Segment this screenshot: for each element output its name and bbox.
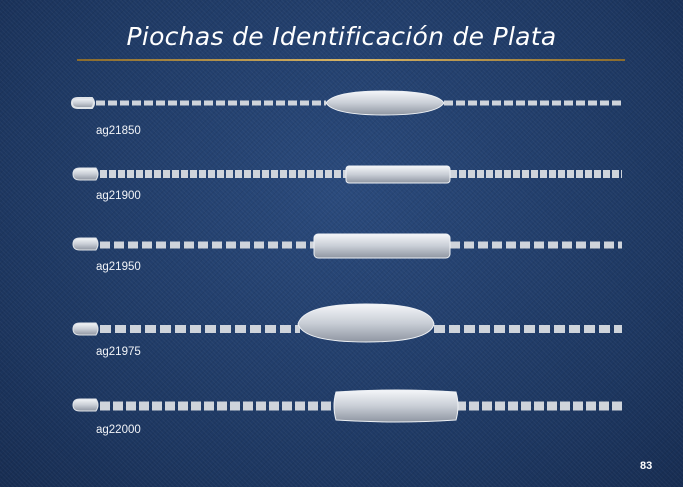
bracelet-image-4 <box>0 300 683 344</box>
bracelet-ag21850-image <box>0 84 683 124</box>
bracelet-ag21975-image <box>0 300 683 344</box>
bracelet-ag21950-image <box>0 226 683 266</box>
sku-label: ag21900 <box>96 190 141 202</box>
page-number: 83 <box>640 460 653 472</box>
bracelet-ag22000-image <box>0 384 683 428</box>
sku-label: ag21950 <box>96 261 141 273</box>
sku-label: ag21850 <box>96 125 141 137</box>
sku-label: ag21975 <box>96 346 141 358</box>
sku-label: ag22000 <box>96 424 141 436</box>
bracelet-image-1 <box>0 84 683 124</box>
bracelet-image-3 <box>0 226 683 266</box>
bracelet-image-5 <box>0 384 683 428</box>
title-divider <box>77 59 625 61</box>
page-title: Piochas de Identificación de Plata <box>126 22 557 51</box>
